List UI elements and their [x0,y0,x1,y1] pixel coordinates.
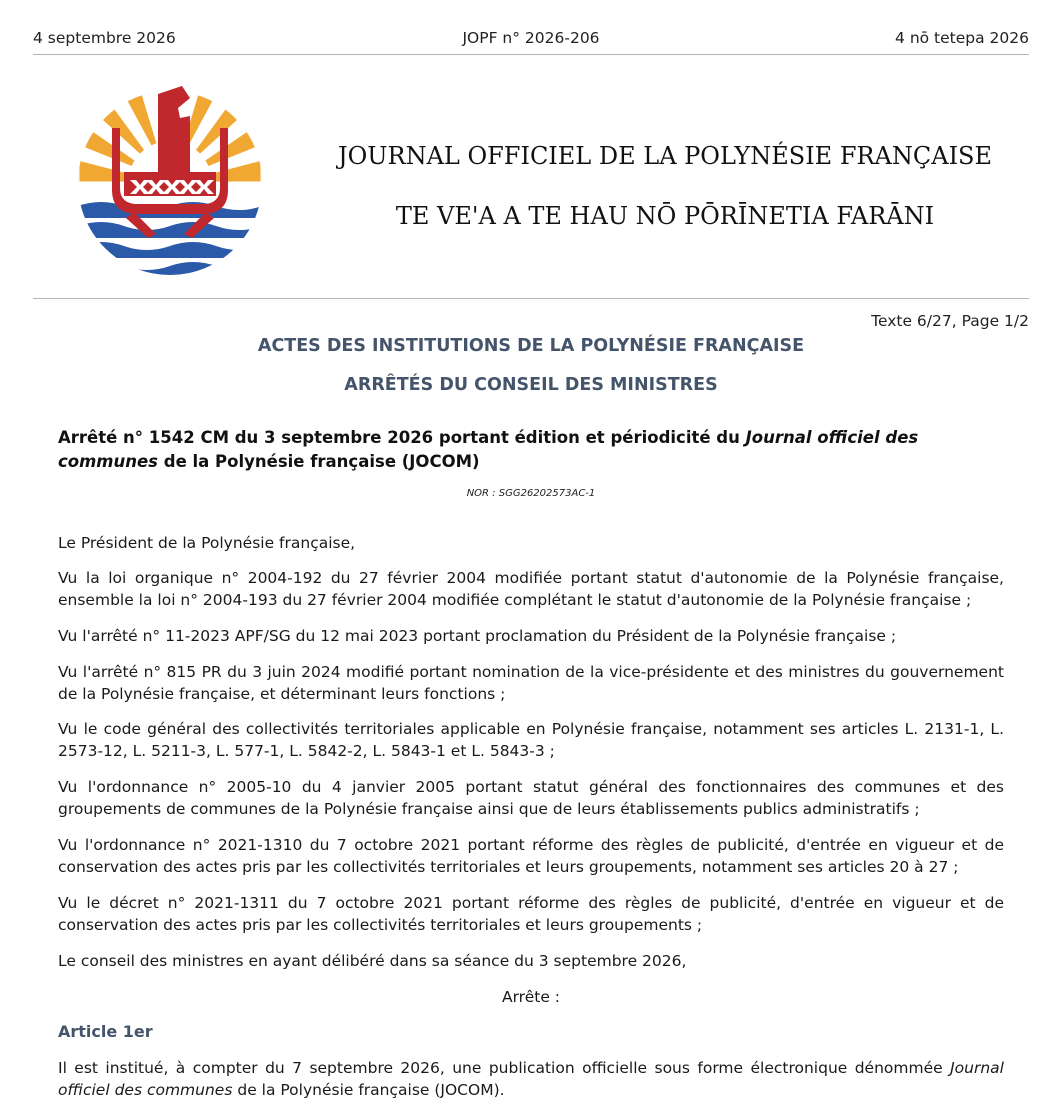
visa-paragraph: Vu l'arrêté n° 815 PR du 3 juin 2024 modifié portant nomination de la vice-présidente et des ministres du gouvernement de la Polynésie française, et déterminant leurs fonctions ; [58,663,1004,703]
polynesia-coat-of-arms-icon [78,84,262,278]
deliberation-paragraph: Le conseil des ministres en ayant délibéré dans sa séance du 3 septembre 2026, [58,952,687,970]
article-text-end: de la Polynésie française (JOCOM). [232,1081,505,1099]
header-date-french: 4 septembre 2026 [33,29,176,47]
intro-paragraph: Le Président de la Polynésie française, [58,534,356,552]
page-header [33,26,1029,54]
article-text-italic: Journal officiel des communes [58,1059,1004,1099]
section-heading: ACTES DES INSTITUTIONS DE LA POLYNÉSIE FRANÇAISE [257,336,805,356]
act-title-end: de la Polynésie française (JOCOM) [158,452,480,471]
visa-paragraph: Vu le code général des collectivités territoriales applicable en Polynésie française, notamment ses articles L. 2131-1, L. 2573-12, L. 5211-3, L. 577-1, L. 5842-2, L. 5843-1 et L. 5843-3 ; [58,720,1004,760]
visa-paragraph: Vu l'ordonnance n° 2021-1310 du 7 octobre 2021 portant réforme des règles de publicité, d'entrée en vigueur et de conservation des actes pris par les collectivités territoriales et leurs groupements, notamment ses articles 20 à 27 ; [58,836,1004,876]
visa-paragraph: Vu le décret n° 2021-1311 du 7 octobre 2021 portant réforme des règles de publicité, d'entrée en vigueur et de conservation des actes pris par les collectivités territoriales et leurs groupements ; [58,894,1004,934]
header-date-tahitian: 4 nō tetepa 2026 [895,29,1029,47]
article-text-start: Il est institué, à compter du 7 septembre 2026, une publication officielle sous forme électronique dénommée [58,1059,951,1077]
decree-word: Arrête : [501,988,561,1006]
subsection-heading: ARRÊTÉS DU CONSEIL DES MINISTRES [344,375,718,395]
act-title [58,426,1004,474]
act-title-start: Arrêté n° 1542 CM du 3 septembre 2026 portant édition et périodicité du [58,428,746,447]
nor-reference: NOR : SGG26202573AC-1 [466,488,596,499]
visa-paragraph: Vu la loi organique n° 2004-192 du 27 février 2004 modifiée portant statut d'autonomie de la Polynésie française, ensemble la loi n° 2004-193 du 27 février 2004 modifiée complétant le statut d'autonomie de la Polynésie française ; [58,569,1004,609]
masthead-divider [33,298,1029,299]
journal-title-tahitian: TE VE'A A TE HAU NŌ PŌRĪNETIA FARĀNI [395,202,935,230]
act-title-italic: Journal officiel des communes [58,428,919,471]
visa-paragraph: Vu l'arrêté n° 11-2023 APF/SG du 12 mai 2023 portant proclamation du Président de la Polynésie française ; [58,627,897,645]
text-page-position: Texte 6/27, Page 1/2 [871,312,1029,330]
visa-paragraph: Vu l'ordonnance n° 2005-10 du 4 janvier 2005 portant statut général des fonctionnaires des communes et des groupements de communes de la Polynésie française ainsi que de leurs établissements publics administratifs ; [58,778,1004,818]
header-journal-number: JOPF n° 2026-206 [462,29,600,47]
article-paragraph [58,1057,1004,1101]
header-divider [33,54,1029,55]
article-heading: Article 1er [58,1022,153,1041]
journal-title-french: JOURNAL OFFICIEL DE LA POLYNÉSIE FRANÇAISE [337,142,993,170]
